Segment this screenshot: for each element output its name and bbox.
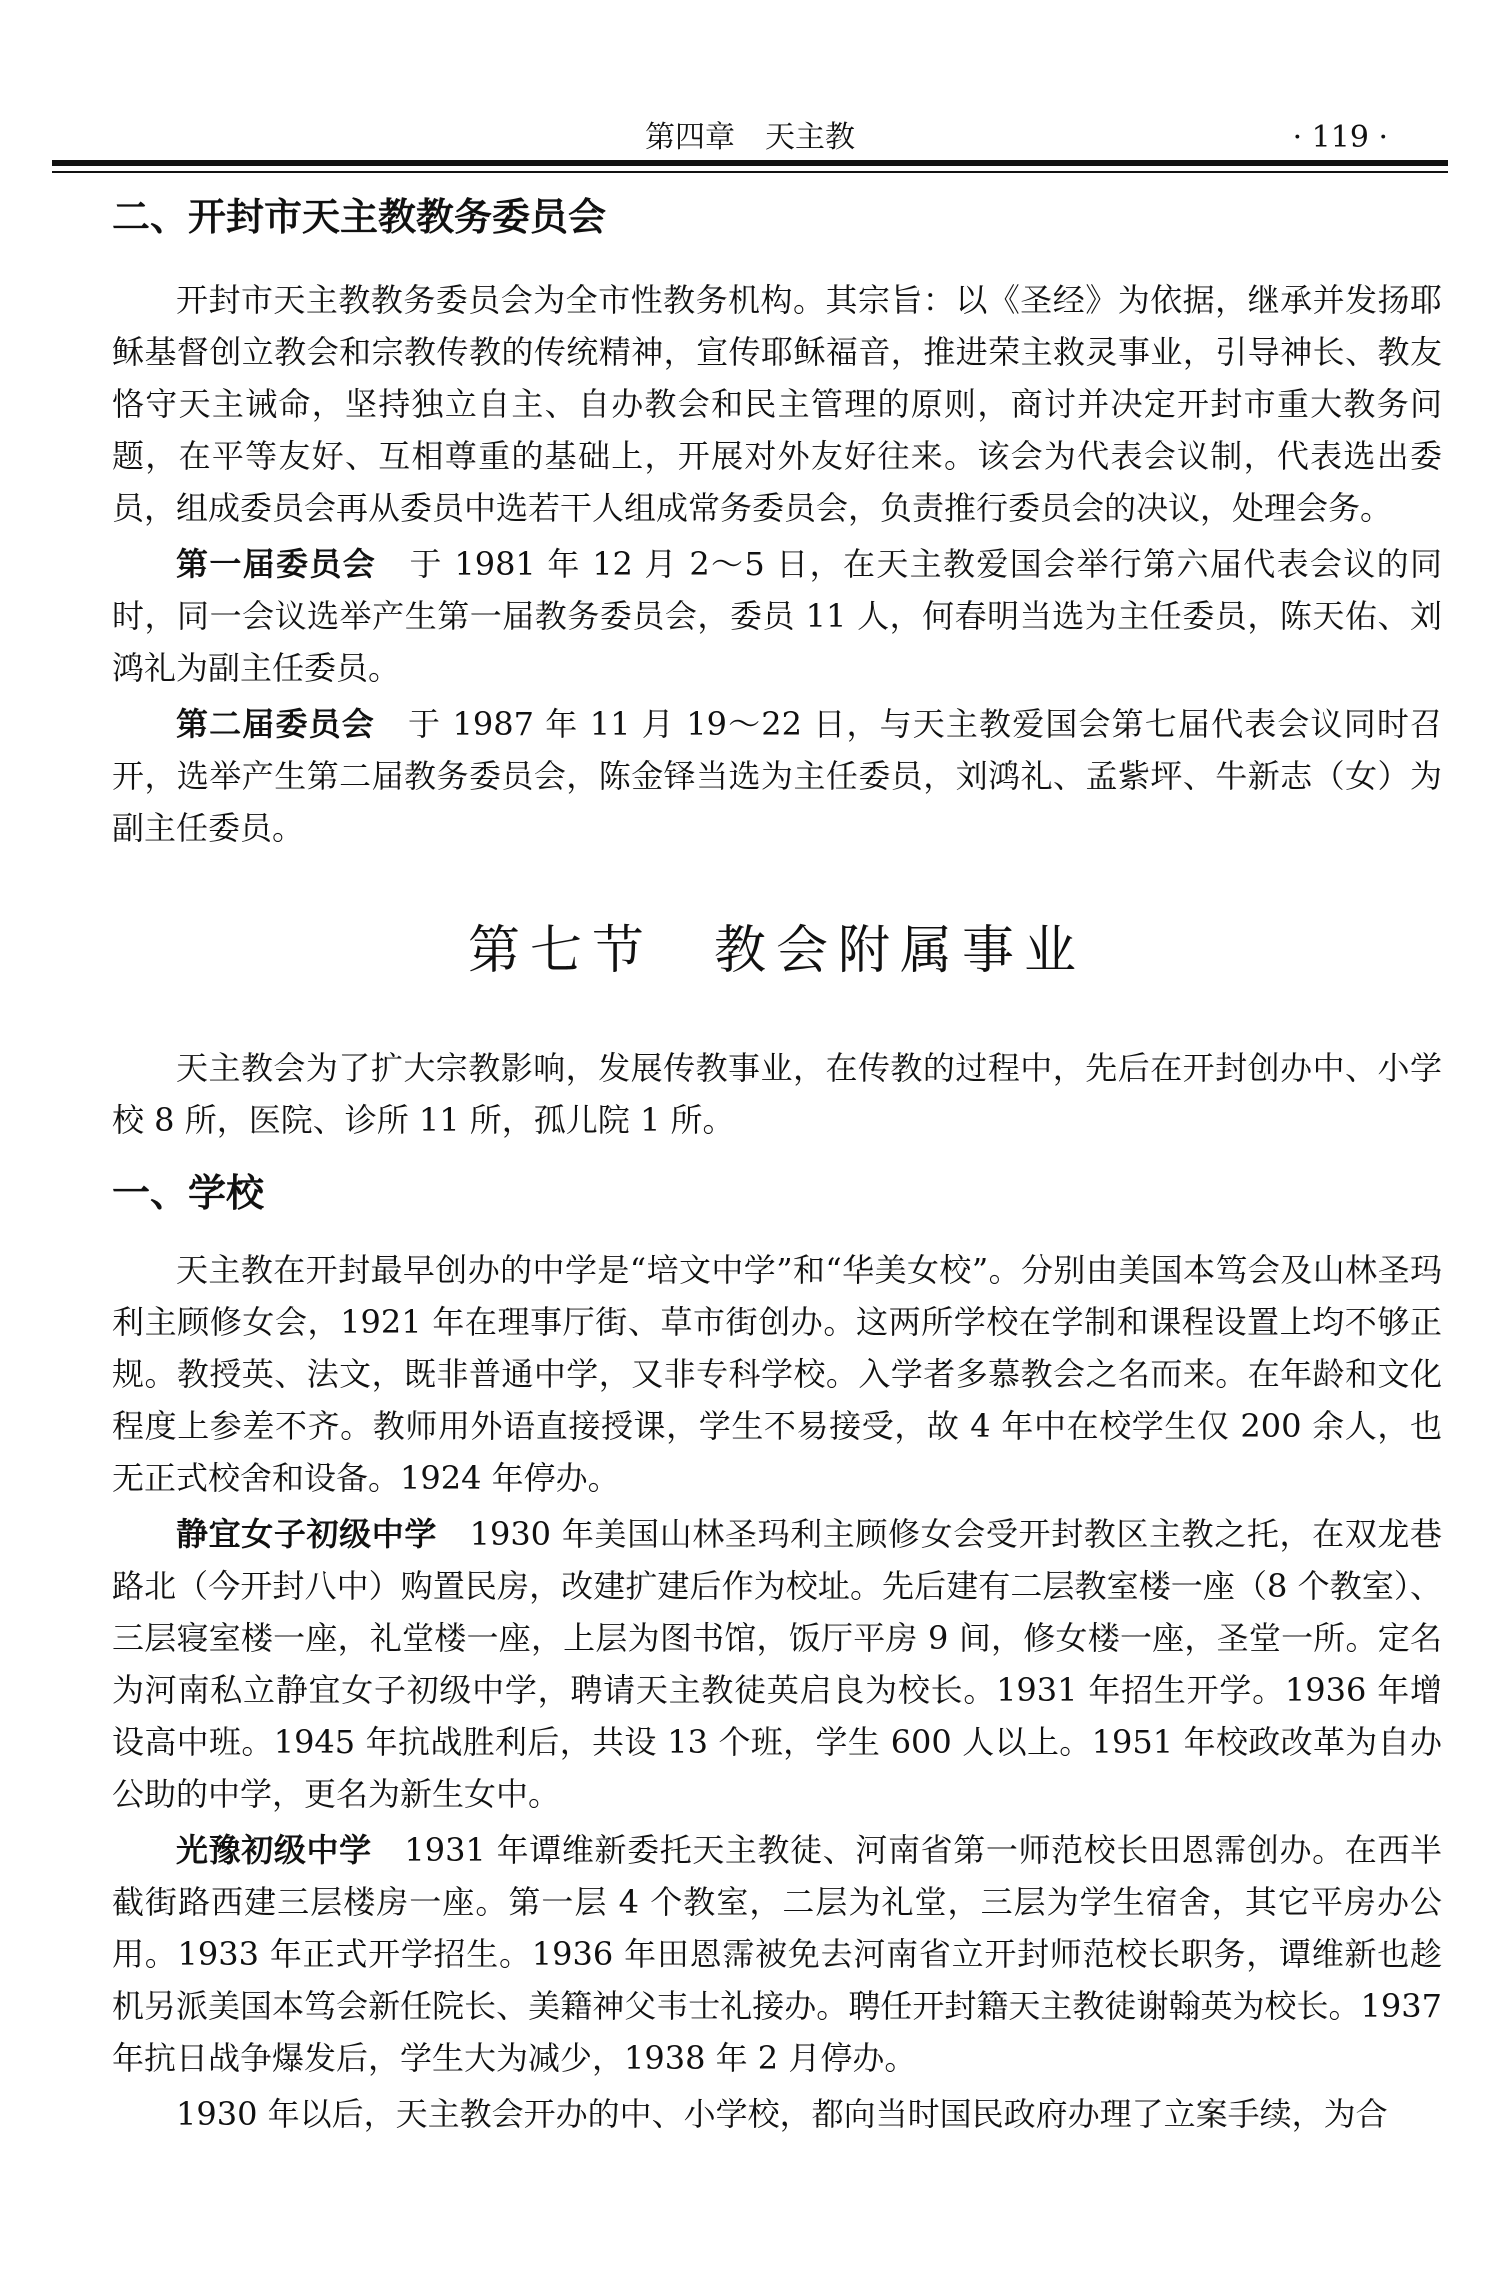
jingyi-school-text: 1930 年美国山林圣玛利主顾修女会受开封教区主教之托，在双龙巷路北（今开封八中）购置民房，改建扩建后作为校址。先后建有二层教室楼一座（8 个教室）、三层寝室楼一座，礼堂楼一座，上层为图书馆，饭厅平房 9 间，修女楼一座，圣堂一所。定名为河南私立静宜女子初级中学，聘请天主教徒英启良为校长。1931 年招生开学。1936 年增设高中班。1945 年抗战胜利后，共设 13 个班，学生 600 人以上。1951 年校政改革为自办公助的中学，更名为新生女中。 — [112, 1515, 1442, 1813]
page-number: · 119 · — [1292, 120, 1388, 155]
first-committee-lead: 第一届委员会 — [176, 545, 377, 583]
page-body — [112, 190, 1442, 2140]
first-committee-paragraph — [112, 538, 1442, 694]
second-committee-text: 于 1987 年 11 月 19～22 日，与天主教爱国会第七届代表会议同时召开，选举产生第二届教务委员会，陈金铎当选为主任委员，刘鸿礼、孟紫坪、牛新志（女）为副主任委员。 — [112, 705, 1442, 847]
subsection-heading-schools: 一、学校 — [112, 1171, 265, 1215]
jingyi-school-paragraph — [112, 1508, 1442, 1820]
section-intro-paragraph: 天主教会为了扩大宗教影响，发展传教事业，在传教的过程中，先后在开封创办中、小学校 8 所，医院、诊所 11 所，孤儿院 1 所。 — [112, 1049, 1442, 1139]
section-number: 第七节 — [467, 921, 654, 981]
header-rule-thick — [52, 160, 1448, 166]
chapter-title: 第四章 天主教 — [645, 120, 855, 155]
first-committee-text: 于 1981 年 12 月 2～5 日，在天主教爱国会举行第六届代表会议的同时，同一会议选举产生第一届教务委员会，委员 11 人，何春明当选为主任委员，陈天佑、刘鸿礼为副主任委员。 — [112, 545, 1442, 687]
subsection-heading-committee: 二、开封市天主教教务委员会 — [112, 195, 607, 239]
guangyu-school-lead: 光豫初级中学 — [176, 1831, 372, 1869]
section-heading — [112, 916, 1442, 986]
second-committee-lead: 第二届委员会 — [176, 705, 375, 743]
section-title: 教会附属事业 — [714, 921, 1087, 981]
header-rule-thin — [52, 171, 1448, 173]
guangyu-school-paragraph — [112, 1824, 1442, 2084]
committee-intro-paragraph: 开封市天主教教务委员会为全市性教务机构。其宗旨：以《圣经》为依据，继承并发扬耶稣基督创立教会和宗教传教的传统精神，宣传耶稣福音，推进荣主救灵事业，引导神长、教友恪守天主诫命，坚持独立自主、自办教会和民主管理的原则，商讨并决定开封市重大教务问题，在平等友好、互相尊重的基础上，开展对外友好往来。该会为代表会议制，代表选出委员，组成委员会再从委员中选若干人组成常务委员会，负责推行委员会的决议，处理会务。 — [112, 281, 1442, 527]
schools-paragraph-last: 1930 年以后，天主教会开办的中、小学校，都向当时国民政府办理了立案手续，为合 — [176, 2095, 1388, 2133]
schools-paragraph-1: 天主教在开封最早创办的中学是“培文中学”和“华美女校”。分别由美国本笃会及山林圣玛利主顾修女会，1921 年在理事厅街、草市街创办。这两所学校在学制和课程设置上均不够正规。教授英、法文，既非普通中学，又非专科学校。入学者多慕教会之名而来。在年龄和文化程度上参差不齐。教师用外语直接授课，学生不易接受，故 4 年中在校学生仅 200 余人，也无正式校舍和设备。1924 年停办。 — [112, 1251, 1442, 1497]
running-head — [52, 118, 1448, 158]
jingyi-school-lead: 静宜女子初级中学 — [176, 1515, 437, 1553]
guangyu-school-text: 1931 年谭维新委托天主教徒、河南省第一师范校长田恩霈创办。在西半截街路西建三层楼房一座。第一层 4 个教室，二层为礼堂，三层为学生宿舍，其它平房办公用。1933 年正式开学招生。1936 年田恩霈被免去河南省立开封师范校长职务，谭维新也趁机另派美国本笃会新任院长、美籍神父韦士礼接办。聘任开封籍天主教徒谢翰英为校长。1937 年抗日战争爆发后，学生大为减少，1938 年 2 月停办。 — [112, 1831, 1442, 2077]
second-committee-paragraph — [112, 698, 1442, 854]
